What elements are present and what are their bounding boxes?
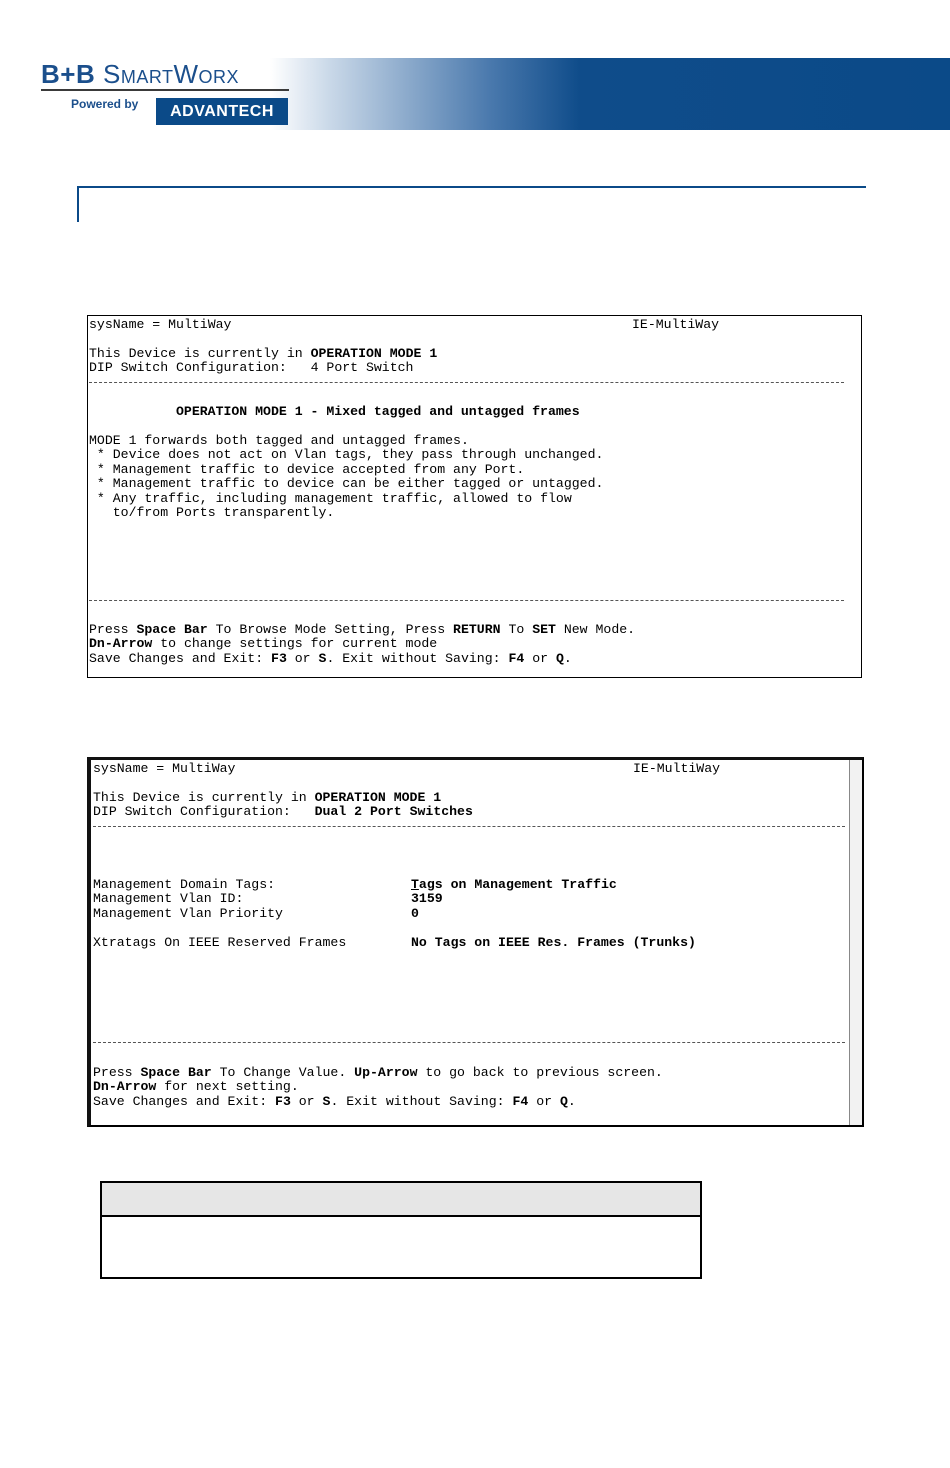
brand-logo xyxy=(41,60,239,88)
mode-description: MODE 1 forwards both tagged and untagged frames. xyxy=(89,433,469,448)
brand-smartworx: SmartWorx xyxy=(102,59,240,89)
mode-bullet: * Any traffic, including management traffic, allowed to flow xyxy=(89,491,572,506)
footer-line-2: Dn-Arrow to change settings for current mode xyxy=(89,636,438,651)
setting-value-domain-tags[interactable]: Tags on Management Traffic xyxy=(411,877,617,892)
note-table-body xyxy=(102,1217,700,1277)
footer-line-2: Dn-Arrow for next setting. xyxy=(93,1079,299,1094)
section-rule-tick xyxy=(77,186,79,222)
sysname-text: sysName = MultiWay xyxy=(89,317,232,332)
sysname-text: sysName = MultiWay xyxy=(93,761,236,776)
mode-bullet: * Management traffic to device accepted from any Port. xyxy=(89,462,525,477)
setting-label: Management Vlan ID: xyxy=(93,891,244,906)
footer-line-3: Save Changes and Exit: F3 or S. Exit without Saving: F4 or Q. xyxy=(93,1094,576,1109)
divider-top xyxy=(89,382,844,383)
logo-divider xyxy=(41,89,289,91)
mode-line: This Device is currently in OPERATION MODE 1 xyxy=(89,346,438,361)
dip-config-line: DIP Switch Configuration: 4 Port Switch xyxy=(89,360,414,375)
mode-heading: OPERATION MODE 1 - Mixed tagged and untagged frames xyxy=(176,404,580,419)
device-name-text: IE-MultiWay xyxy=(632,317,720,332)
terminal-screen-settings xyxy=(87,757,864,1127)
advantech-logo: ADVANTECH xyxy=(156,98,288,125)
setting-value-vlan-id[interactable]: 3159 xyxy=(411,891,443,906)
mode-line: This Device is currently in OPERATION MODE 1 xyxy=(93,790,442,805)
dip-config-line: DIP Switch Configuration: Dual 2 Port Switches xyxy=(93,804,473,819)
footer-line-3: Save Changes and Exit: F3 or S. Exit without Saving: F4 or Q. xyxy=(89,651,572,666)
terminal-scrollbar[interactable] xyxy=(849,760,862,1125)
divider-bottom xyxy=(89,600,844,601)
setting-value-xtratags[interactable]: No Tags on IEEE Res. Frames (Trunks) xyxy=(411,935,696,950)
mode-bullet: * Management traffic to device can be either tagged or untagged. xyxy=(89,476,604,491)
mode-bullet-cont: to/from Ports transparently. xyxy=(89,505,335,520)
brand-bb: B+B xyxy=(41,59,96,89)
setting-label: Management Vlan Priority xyxy=(93,906,283,921)
section-rule xyxy=(77,186,866,188)
divider-bottom xyxy=(93,1042,845,1043)
note-table xyxy=(100,1181,702,1279)
setting-label: Xtratags On IEEE Reserved Frames xyxy=(93,935,347,950)
mode-bullet: * Device does not act on Vlan tags, they pass through unchanged. xyxy=(89,447,604,462)
device-name-text: IE-MultiWay xyxy=(633,761,721,776)
footer-line-1: Press Space Bar To Browse Mode Setting, Press RETURN To SET New Mode. xyxy=(89,622,636,637)
footer-line-1: Press Space Bar To Change Value. Up-Arrow to go back to previous screen. xyxy=(93,1065,663,1080)
note-table-header xyxy=(102,1183,700,1217)
setting-label: Management Domain Tags: xyxy=(93,877,276,892)
divider-top xyxy=(93,826,845,827)
setting-value-vlan-priority[interactable]: 0 xyxy=(411,906,419,921)
terminal-screen-mode xyxy=(87,315,862,678)
powered-by-text: Powered by xyxy=(71,97,139,111)
